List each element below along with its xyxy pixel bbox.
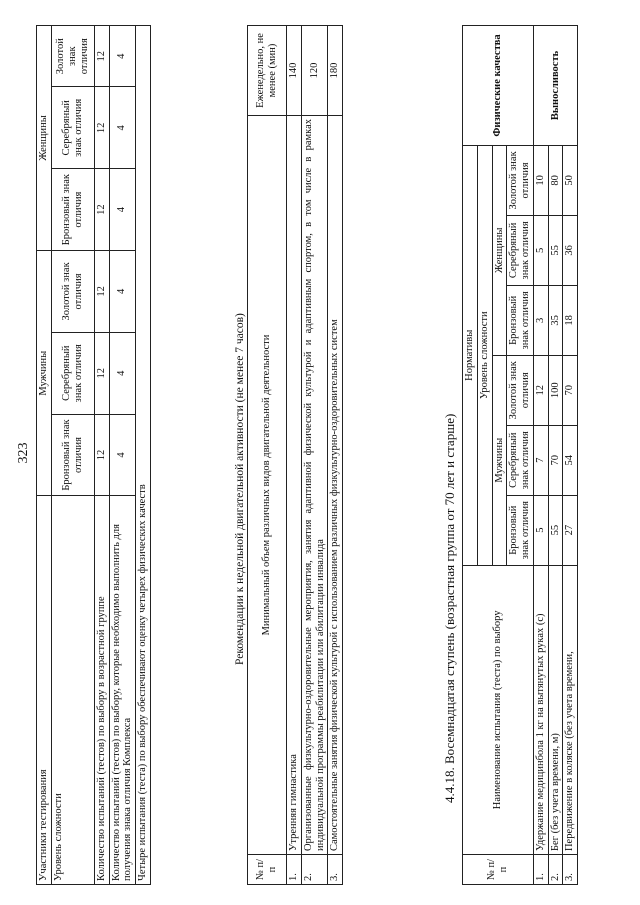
cell-value: 5 (533, 215, 548, 285)
cell-value: 12 (94, 332, 109, 414)
table-row (301, 25, 328, 884)
row-label: Количество испытаний (тестов) по выбору, которые необходимо выполнить для получения знака отличия Комплекса (109, 495, 136, 884)
row-num: 2. (548, 854, 563, 884)
cell-value: 70 (563, 355, 578, 425)
women-header: Женщины (492, 145, 507, 355)
footer-note: Четыре испытания (теста) по выбору обеспечивают оценку четырех физических качеств (136, 25, 151, 884)
cell-value: 35 (548, 285, 563, 355)
weekly-activity-table (247, 25, 343, 885)
cell-value: 12 (94, 414, 109, 496)
cell-value: 36 (563, 215, 578, 285)
row-name: Удержание медицинбола 1 кг на вытянутых руках (с) (533, 565, 548, 854)
header-participants: Участники тестирования (37, 495, 52, 884)
header-men: Мужчины (37, 250, 52, 495)
row-label: Количество испытаний (тестов) по выбору в возрастной группе (94, 495, 109, 884)
table-row (533, 25, 548, 884)
cell-value: 12 (94, 250, 109, 332)
row-num: 2. (301, 854, 328, 884)
badge-bronze-men: Бронзовый знак отличия (51, 414, 94, 496)
row-text: Организованные физкультурно-оздоровительные мероприятия, занятия адаптивной физической культурой и адаптивным спортом, в том числе в рамках индивидуальной программы реабилитации или абилитации инвалида (301, 115, 328, 854)
cell-value: 4 (109, 86, 136, 168)
row-num: 1. (533, 854, 548, 884)
cell-value: 5 (533, 495, 548, 565)
table-row (94, 25, 109, 884)
stage-18-norms-table (462, 25, 578, 885)
table-row (328, 25, 343, 884)
quality-header: Физические качества (463, 25, 534, 145)
cell-value: 12 (94, 168, 109, 250)
row-num: 3. (563, 854, 578, 884)
cell-value: 55 (548, 215, 563, 285)
cell-value: 80 (548, 145, 563, 215)
cell-value: 4 (109, 332, 136, 414)
header-women: Женщины (37, 25, 52, 250)
cell-value: 100 (548, 355, 563, 425)
row-minutes: 180 (328, 25, 343, 115)
norms-header: Нормативы (463, 145, 478, 565)
col-weekly-header: Еженедельно, не менее (мин) (248, 25, 287, 115)
row-minutes: 120 (301, 25, 328, 115)
header-level: Уровень сложности (51, 495, 94, 884)
cell-value: 27 (563, 495, 578, 565)
cell-value: 4 (109, 414, 136, 496)
activity-caption: Рекомендации к недельной двигательной активности (не менее 7 часов) (234, 312, 246, 665)
cell-value: 3 (533, 285, 548, 355)
badge-gold-men: Золотой знак отличия (51, 250, 94, 332)
level-header: Уровень сложности (477, 145, 492, 565)
badge-requirements-table (36, 25, 151, 885)
table-row (563, 25, 578, 884)
table-row (109, 25, 136, 884)
cell-value: 70 (548, 425, 563, 495)
page-number: 323 (16, 442, 31, 463)
badge-bronze-women: Бронзовый знак отличия (507, 285, 534, 355)
rotated-content (10, 13, 630, 893)
cell-value: 7 (533, 425, 548, 495)
row-minutes: 140 (287, 25, 302, 115)
cell-value: 4 (109, 250, 136, 332)
col-num-header: № п/п (463, 854, 534, 884)
cell-value: 12 (94, 86, 109, 168)
row-num: 1. (287, 854, 302, 884)
men-header: Мужчины (492, 355, 507, 565)
col-num-header: № п/п (248, 854, 287, 884)
row-text: Самостоятельные занятия физической культурой с использованием различных физкультурно-оздоровительных систем (328, 115, 343, 854)
cell-value: 10 (533, 145, 548, 215)
cell-value: 12 (533, 355, 548, 425)
cell-value: 54 (563, 425, 578, 495)
row-name: Бег (без учета времени, м) (548, 565, 563, 854)
badge-silver-women: Серебряный знак отличия (507, 215, 534, 285)
badge-silver-men: Серебряный знак отличия (51, 332, 94, 414)
row-num: 3. (328, 854, 343, 884)
badge-bronze-women: Бронзовый знак отличия (51, 168, 94, 250)
col-activity-header: Минимальный объем различных видов двигательной деятельности (248, 115, 287, 854)
col-name-header: Наименование испытания (теста) по выбору (463, 565, 534, 854)
cell-value: 4 (109, 25, 136, 86)
cell-value: 4 (109, 168, 136, 250)
badge-gold-women: Золотой знак отличия (51, 25, 94, 86)
cell-value: 12 (94, 25, 109, 86)
badge-gold-men: Золотой знак отличия (507, 355, 534, 425)
badge-gold-women: Золотой знак отличия (507, 145, 534, 215)
row-name: Передвижение в коляске (без учета времени, (563, 565, 578, 854)
stage-caption: 4.4.18. Восемнадцатая ступень (возрастная группа от 70 лет и старше) (442, 413, 457, 803)
cell-value: 55 (548, 495, 563, 565)
badge-silver-men: Серебряный знак отличия (507, 425, 534, 495)
row-text: Утренняя гимнастика (287, 115, 302, 854)
badge-bronze-men: Бронзовый знак отличия (507, 495, 534, 565)
table-row (548, 25, 563, 884)
badge-silver-women: Серебряный знак отличия (51, 86, 94, 168)
cell-value: 18 (563, 285, 578, 355)
quality-value: Выносливость (533, 25, 577, 145)
cell-value: 50 (563, 145, 578, 215)
table-row (287, 25, 302, 884)
